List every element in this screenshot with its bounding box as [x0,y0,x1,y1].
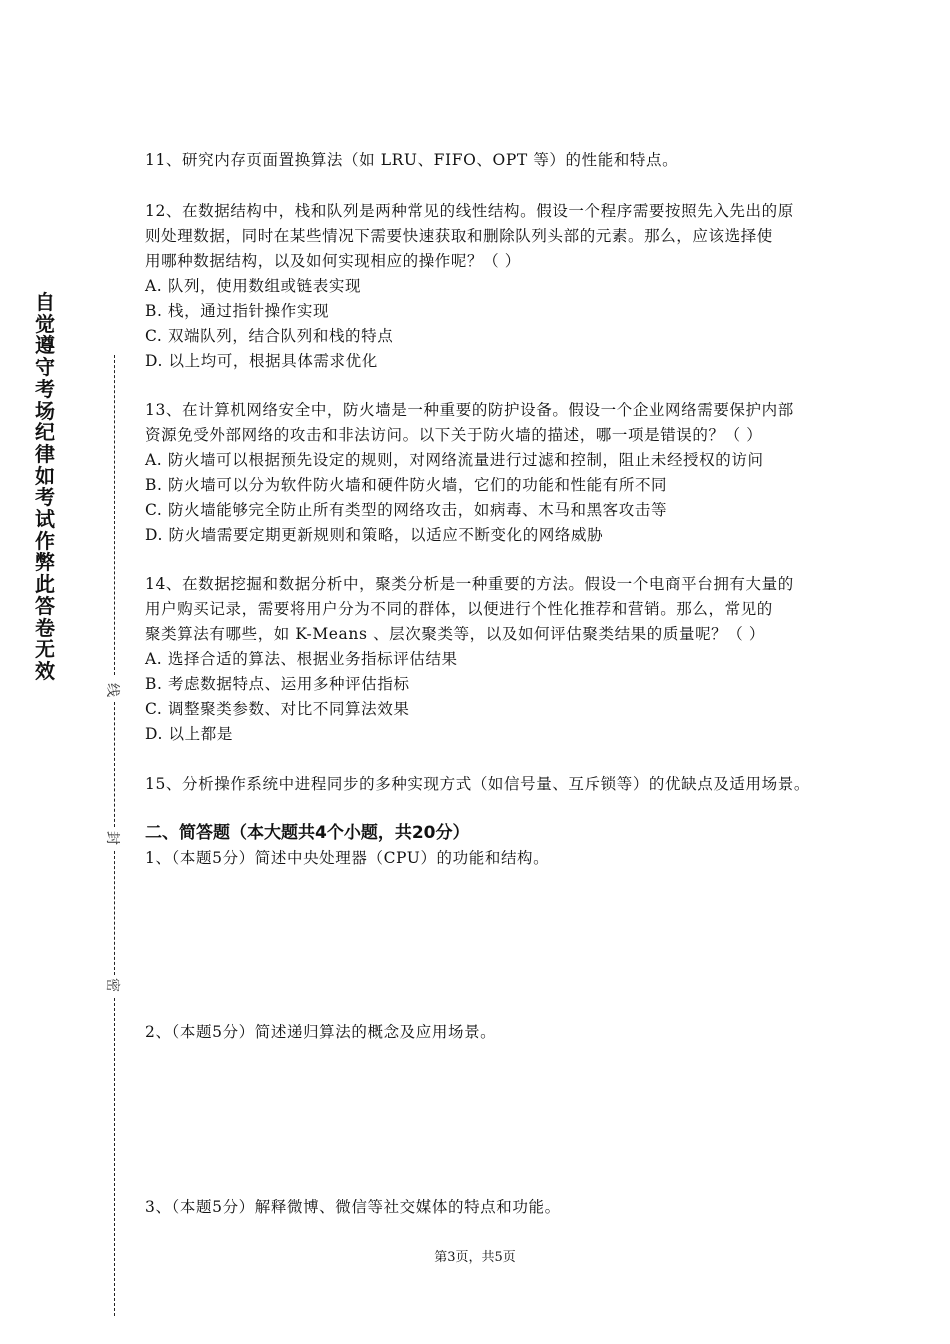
question-14-stem: 14、在数据挖掘和数据分析中，聚类分析是一种重要的方法。假设一个电商平台拥有大量的 [145,575,794,593]
exam-discipline-warning: 自觉遵守考场纪律如考试作弊此答卷无效 [35,290,55,683]
section-2-title: 二、简答题（本大题共4个小题，共20分） [145,823,470,843]
question-14-option-a: A. 选择合适的算法、根据业务指标评估结果 [145,650,458,668]
binding-line [114,998,115,1316]
question-14-stem: 聚类算法有哪些，如 K-Means 、层次聚类等，以及如何评估聚类结果的质量呢？（ ） [145,625,765,643]
question-12-option-d: D. 以上均可，根据具体需求优化 [145,352,378,370]
question-13-option-b: B. 防火墙可以分为软件防火墙和硬件防火墙，它们的功能和性能有所不同 [145,476,668,494]
binding-line [114,851,115,975]
question-12-option-b: B. 栈，通过指针操作实现 [145,302,330,320]
seal-label-seal: 封 [104,831,120,845]
page-number: 第3页，共5页 [434,1250,516,1265]
question-11: 11、研究内存页面置换算法（如 LRU、FIFO、OPT 等）的性能和特点。 [145,151,679,169]
question-13-stem: 资源免受外部网络的攻击和非法访问。以下关于防火墙的描述，哪一项是错误的？（ ） [145,426,763,444]
binding-line [114,355,115,675]
question-14-option-d: D. 以上都是 [145,725,233,743]
question-12-option-c: C. 双端队列，结合队列和栈的特点 [145,327,394,345]
question-12-option-a: A. 队列，使用数组或链表实现 [145,277,362,295]
question-14-option-c: C. 调整聚类参数、对比不同算法效果 [145,700,410,718]
seal-label-secret: 密 [104,978,120,992]
question-12-stem: 则处理数据，同时在某些情况下需要快速获取和删除队列头部的元素。那么，应该选择使 [145,227,773,245]
short-answer-1: 1、（本题5分）简述中央处理器（CPU）的功能和结构。 [145,849,550,867]
question-12-stem: 用哪种数据结构，以及如何实现相应的操作呢？（ ） [145,252,521,270]
question-15: 15、分析操作系统中进程同步的多种实现方式（如信号量、互斥锁等）的优缺点及适用场景。 [145,775,810,793]
question-14-option-b: B. 考虑数据特点、运用多种评估指标 [145,675,410,693]
question-13-stem: 13、在计算机网络安全中，防火墙是一种重要的防护设备。假设一个企业网络需要保护内部 [145,401,794,419]
question-14-stem: 用户购买记录，需要将用户分为不同的群体，以便进行个性化推荐和营销。那么，常见的 [145,600,773,618]
question-13-option-d: D. 防火墙需要定期更新规则和策略，以适应不断变化的网络威胁 [145,526,604,544]
seal-label-line: 线 [104,683,120,697]
binding-line [114,702,115,827]
short-answer-3: 3、（本题5分）解释微博、微信等社交媒体的特点和功能。 [145,1198,561,1216]
question-13-option-a: A. 防火墙可以根据预先设定的规则，对网络流量进行过滤和控制，阻止未经授权的访问 [145,451,764,469]
short-answer-2: 2、（本题5分）简述递归算法的概念及应用场景。 [145,1023,497,1041]
question-12-stem: 12、在数据结构中，栈和队列是两种常见的线性结构。假设一个程序需要按照先入先出的原 [145,202,794,220]
question-13-option-c: C. 防火墙能够完全防止所有类型的网络攻击，如病毒、木马和黑客攻击等 [145,501,668,519]
